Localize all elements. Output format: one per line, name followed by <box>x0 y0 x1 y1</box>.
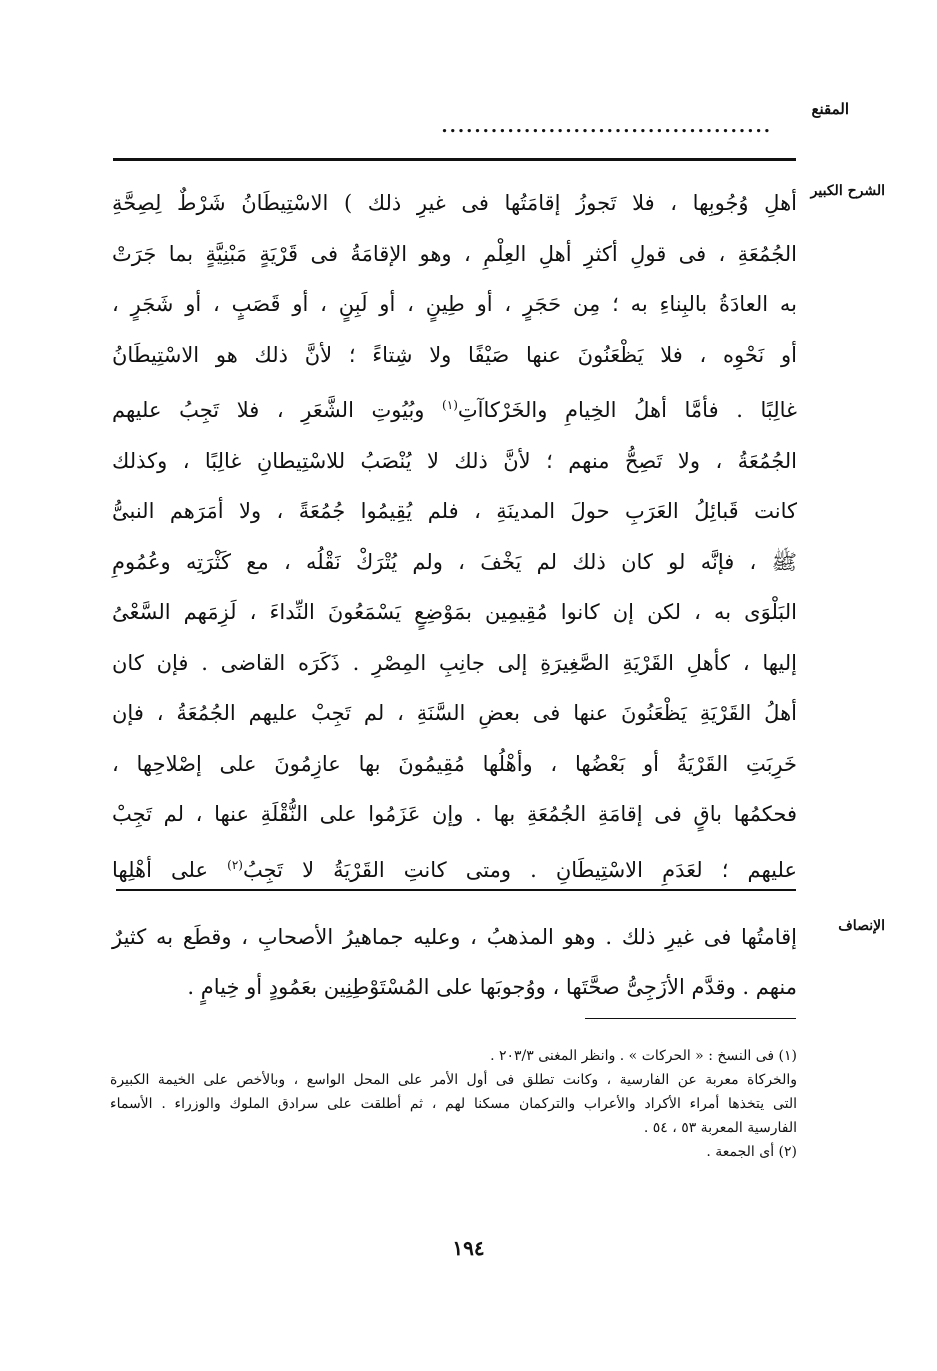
text-line: ﷺ ، فإنَّه لو كان ذلك لم يَخْفَ ، ولم يُتْرَكْ نَقْلُه ، مع كَثْرَتِه وعُمُومِ <box>112 549 797 574</box>
text-line: خَرِبَتِ القَرْيَةُ أو بَعْضُها ، وأهْلُها مُقِيمُونَ بها عازِمُونَ على إصْلاحِها ، <box>112 751 797 776</box>
footnote-line: الفارسية المعربة ٥٣ ، ٥٤ . <box>643 1120 797 1136</box>
footnote-line: والخركاة معربة عن الفارسية ، وكانت تطلق فى أول الأمر على المحل الواسع ، وبالأخص على الخيمة الكبيرة <box>110 1072 797 1088</box>
header-dot-leader: ........................................ <box>441 116 772 137</box>
text-line: الجُمُعَةِ ، فى قولِ أكثرِ أهلِ العِلْمِ ، وهو الإقامَةُ فى قَرْيَةٍ مَبْنِيَّةٍ بما جَرَتْ <box>112 241 797 266</box>
footnotes-block <box>110 1044 797 1164</box>
section-divider <box>116 889 796 891</box>
text-line: به العادَةُ بالبِناءِ به ؛ مِن حَجَرٍ ، أو طِينٍ ، أو لَبِنٍ ، أو قَصَبٍ ، أو شَجَرٍ ، <box>112 292 797 316</box>
text-line <box>112 380 797 436</box>
text-line: فحكمُها باقٍ فى إقامَةِ الجُمُعَةِ بها . وإن عَزَمُوا على النُّقْلَةِ عنها ، لم تَجِبْ <box>112 802 797 826</box>
page-number: ١٩٤ <box>452 1236 485 1260</box>
section-label-insaf: الإنصاف <box>838 918 885 934</box>
text-line: إقامتُها فى غيرِ ذلك . وهو المذهبُ ، وعليه جماهيرُ الأصحابِ ، وقطَع به كثيرٌ <box>112 925 797 949</box>
text-segment: عليهم ؛ لعَدَمِ الاسْتِيطَانِ . ومتى كانتِ القَرْيَةُ لا تَجِبُ <box>242 857 797 882</box>
text-line: البَلْوَى به ، لكن إن كانوا مُقِيمِين بمَوْضِعٍ يَسْمَعُونَ النِّداءَ ، لَزِمَهم السَّعْىُ <box>112 600 797 624</box>
footnote-line: التى يتخذها أمراء الأكراد والأعراب والتركمان مسكنا لهم ، ثم أطلقت على سرادق الملوك والوزراء . الأسماء <box>110 1096 797 1112</box>
text-line: كانت قَبائِلُ العَرَبِ حولَ المدينَةِ ، فلم يُقِيمُوا جُمُعَةً ، ولا أمَرَهم النبىُّ <box>112 499 797 523</box>
main-text-block <box>112 178 797 895</box>
header-rule <box>113 158 796 161</box>
footnote-ref-1: (١) <box>442 398 458 412</box>
text-line: إليها ، كأهلِ القَرْيَةِ الصَّغِيرَةِ إلى جانِبِ المِصْرِ . ذَكَرَه القاضى . فإن كان <box>112 650 797 675</box>
text-line: أو نَحْوِه ، فلا يَظْعَنُونَ عنها صَيْفًا ولا شِتاءً ؛ لأنَّ ذلك هو الاسْتِيطَانُ <box>112 342 797 367</box>
footnote-line: (١) فى النسخ : « الحركات » . وانظر المغنى ٢٠٣/٣ . <box>490 1048 797 1064</box>
text-line <box>112 840 797 896</box>
text-line: الجُمُعَةُ ، ولا تَصِحُّ منهم ؛ لأنَّ ذلك لا يُنْصَبُ للاسْتِيطانِ غالِبًا ، وكذلك <box>112 448 797 473</box>
footnote-ref-2: (٢) <box>227 857 243 872</box>
text-segment: وبُيُوتِ الشَّعَرِ ، فلا تَجِبُ عليهم <box>112 398 443 422</box>
text-line: أهلُ القَرْيَةِ يَظْعَنُونَ عنها فى بعضِ السَّنَةِ ، لم تَجِبْ عليهم الجُمُعَةُ ، فإن <box>112 701 797 725</box>
section-label-sharh: الشرح الكبير <box>810 183 885 199</box>
text-segment: على أهْلِها <box>112 857 228 882</box>
book-title: المقنع <box>811 100 849 118</box>
text-segment: غالِبًا . فأمَّا أهلُ الخِيامِ والخَرْكاآتِ <box>457 398 797 422</box>
text-line: منهم . وقدَّم الأزَجِىُّ صحَّتَها ، ووُجوبَها على المُسْتَوْطِنِين بعَمُودٍ أو خِيامٍ . <box>187 975 797 999</box>
footnote-rule <box>585 1018 796 1019</box>
footnote-line: (٢) أى الجمعة . <box>706 1144 797 1160</box>
text-line: أهلِ وُجُوبِها ، فلا تَجوزُ إقامَتُها فى غيرِ ذلك ) الاسْتِيطَانُ شَرْطٌ لِصِحَّةِ <box>112 191 797 215</box>
insaf-text-block <box>112 912 797 1012</box>
